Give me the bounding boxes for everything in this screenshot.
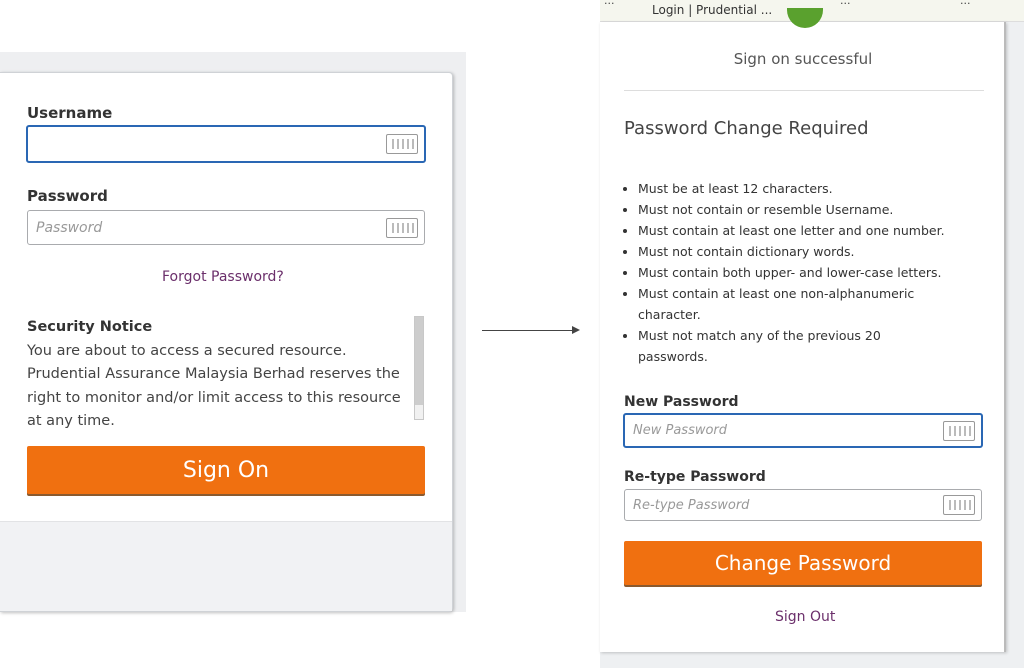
sign-on-button[interactable]: Sign On	[27, 446, 425, 494]
password-placeholder: Password	[36, 219, 103, 236]
rule-item: • Must not contain or resemble Username.	[638, 199, 988, 220]
password-rules	[638, 178, 988, 367]
new-password-label: New Password	[624, 394, 739, 410]
new-password-input[interactable]	[623, 413, 983, 448]
notice-text: You are about to access a secured resource. Prudential Assurance Malaysia Berhad reserves the right to monitor and/or limit access to this resource at any time.	[27, 342, 401, 429]
retype-password-input[interactable]	[624, 489, 982, 521]
notice-title: Security Notice	[27, 319, 153, 335]
rule-item: • Must contain at least one non-alphanumeric character.	[638, 283, 938, 325]
rule-item: • Must contain both upper- and lower-case letters.	[638, 262, 988, 283]
retype-password-placeholder: Re-type Password	[633, 497, 750, 513]
rule-item: • Must be at least 12 characters.	[638, 178, 988, 199]
notice-scrollbar[interactable]	[414, 316, 424, 420]
browser-tab[interactable]: ...	[840, 0, 851, 7]
password-label: Password	[27, 187, 108, 205]
browser-tab[interactable]: Login | Prudential ...	[652, 3, 773, 17]
rule-item: • Must not contain dictionary words.	[638, 241, 988, 262]
retype-password-label: Re-type Password	[624, 469, 766, 485]
username-input[interactable]	[26, 125, 426, 163]
change-password-button[interactable]: Change Password	[624, 541, 982, 585]
keyboard-icon[interactable]	[943, 495, 975, 515]
username-label: Username	[27, 104, 113, 122]
keyboard-icon[interactable]	[386, 218, 418, 238]
new-password-placeholder: New Password	[633, 423, 728, 438]
divider	[624, 90, 984, 91]
login-card-footer	[0, 521, 452, 611]
keyboard-icon[interactable]	[943, 421, 975, 441]
success-message: Sign on successful	[733, 50, 873, 68]
sign-out-link[interactable]: Sign Out	[775, 609, 836, 625]
password-input[interactable]	[27, 210, 425, 245]
forgot-password-link[interactable]: Forgot Password?	[162, 269, 284, 285]
security-notice	[27, 316, 407, 429]
arrow-icon	[482, 330, 578, 331]
browser-tab[interactable]: ...	[604, 0, 615, 7]
rule-item: • Must not match any of the previous 20 passwords.	[638, 325, 918, 367]
keyboard-icon[interactable]	[386, 134, 418, 154]
browser-tab[interactable]: ...	[960, 0, 971, 7]
change-title: Password Change Required	[624, 118, 869, 139]
rule-item: • Must contain at least one letter and one number.	[638, 220, 988, 241]
